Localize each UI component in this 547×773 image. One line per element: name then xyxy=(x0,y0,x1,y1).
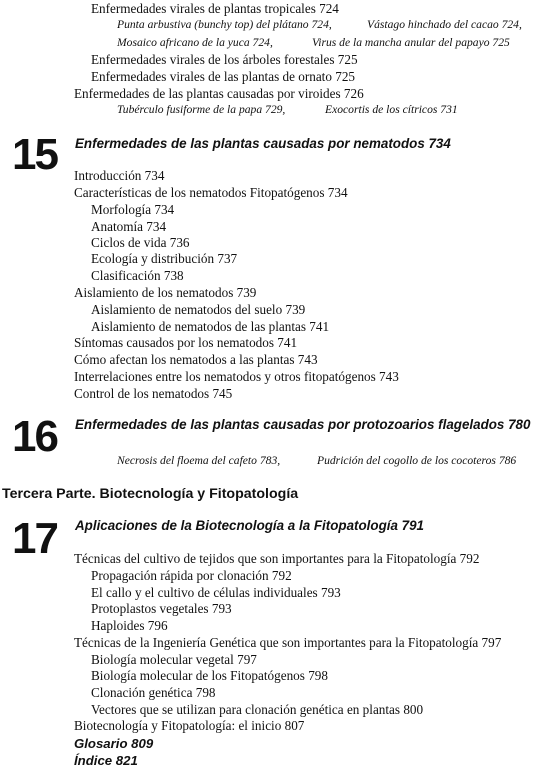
toc-entry: Interrelaciones entre los nematodos y otros fitopatógenos 743 xyxy=(74,369,399,384)
toc-entry: Enfermedades virales de las plantas de ornato 725 xyxy=(91,69,356,84)
toc-entry: Síntomas causados por los nematodos 741 xyxy=(74,335,298,350)
toc-subentry: Mosaico africano de la yuca 724, xyxy=(117,36,273,49)
index-entry: Índice 821 xyxy=(74,753,138,768)
toc-subentry: Tubérculo fusiforme de la papa 729, xyxy=(117,103,286,116)
toc-entry: Enfermedades virales de plantas tropicales 724 xyxy=(91,1,339,16)
toc-entry: Ecología y distribución 737 xyxy=(91,251,238,266)
toc-entry: Características de los nematodos Fitopatógenos 734 xyxy=(74,185,348,200)
toc-subentry: Punta arbustiva (bunchy top) del plátano 724, xyxy=(117,18,332,31)
toc-entry: Enfermedades virales de los árboles forestales 725 xyxy=(91,52,358,67)
toc-entry: Ciclos de vida 736 xyxy=(91,235,190,250)
toc-entry: Cómo afectan los nematodos a las plantas 743 xyxy=(74,352,318,367)
toc-entry: Enfermedades de las plantas causadas por viroides 726 xyxy=(74,86,364,101)
toc-subentry: Vástago hinchado del cacao 724, xyxy=(367,18,522,31)
toc-entry: Anatomía 734 xyxy=(91,219,167,234)
toc-subentry: Pudrición del cogollo de los cocoteros 786 xyxy=(317,454,517,467)
toc-entry: Haploides 796 xyxy=(91,618,168,633)
toc-entry: Técnicas del cultivo de tejidos que son importantes para la Fitopatología 792 xyxy=(74,551,480,566)
toc-entry: Biología molecular de los Fitopatógenos 798 xyxy=(91,668,328,683)
toc-entry: Biología molecular vegetal 797 xyxy=(91,652,257,667)
toc-entry: Clonación genética 798 xyxy=(91,685,216,700)
chapter-title: Enfermedades de las plantas causadas por nematodos 734 xyxy=(75,136,451,151)
chapter-number: 17 xyxy=(12,514,57,563)
toc-entry: Aislamiento de los nematodos 739 xyxy=(74,285,257,300)
toc-entry: Control de los nematodos 745 xyxy=(74,386,233,401)
toc-subentry: Virus de la mancha anular del papayo 725 xyxy=(312,36,510,49)
toc-entry: Aislamiento de nematodos de las plantas 741 xyxy=(91,319,330,334)
toc-subentry: Necrosis del floema del cafeto 783, xyxy=(117,454,281,467)
toc-entry: Morfología 734 xyxy=(91,202,175,217)
toc-subentry: Exocortis de los cítricos 731 xyxy=(325,103,458,116)
toc-entry: Protoplastos vegetales 793 xyxy=(91,601,232,616)
chapter-title: Enfermedades de las plantas causadas por protozoarios flagelados 780 xyxy=(75,417,531,432)
toc-entry: Biotecnología y Fitopatología: el inicio 807 xyxy=(74,718,305,733)
toc-entry: El callo y el cultivo de células individuales 793 xyxy=(91,585,341,600)
toc-entry: Introducción 734 xyxy=(74,168,165,183)
chapter-number: 16 xyxy=(12,412,57,461)
part-heading: Tercera Parte. Biotecnología y Fitopatología xyxy=(2,486,299,502)
glossary-entry: Glosario 809 xyxy=(74,736,154,751)
toc-entry: Técnicas de la Ingeniería Genética que son importantes para la Fitopatología 797 xyxy=(74,635,502,650)
toc-entry: Propagación rápida por clonación 792 xyxy=(91,568,292,583)
toc-entry: Vectores que se utilizan para clonación genética en plantas 800 xyxy=(91,702,424,717)
toc-entry: Clasificación 738 xyxy=(91,268,184,283)
chapter-title: Aplicaciones de la Biotecnología a la Fitopatología 791 xyxy=(75,518,424,533)
chapter-number: 15 xyxy=(12,130,57,179)
toc-entry: Aislamiento de nematodos del suelo 739 xyxy=(91,302,306,317)
